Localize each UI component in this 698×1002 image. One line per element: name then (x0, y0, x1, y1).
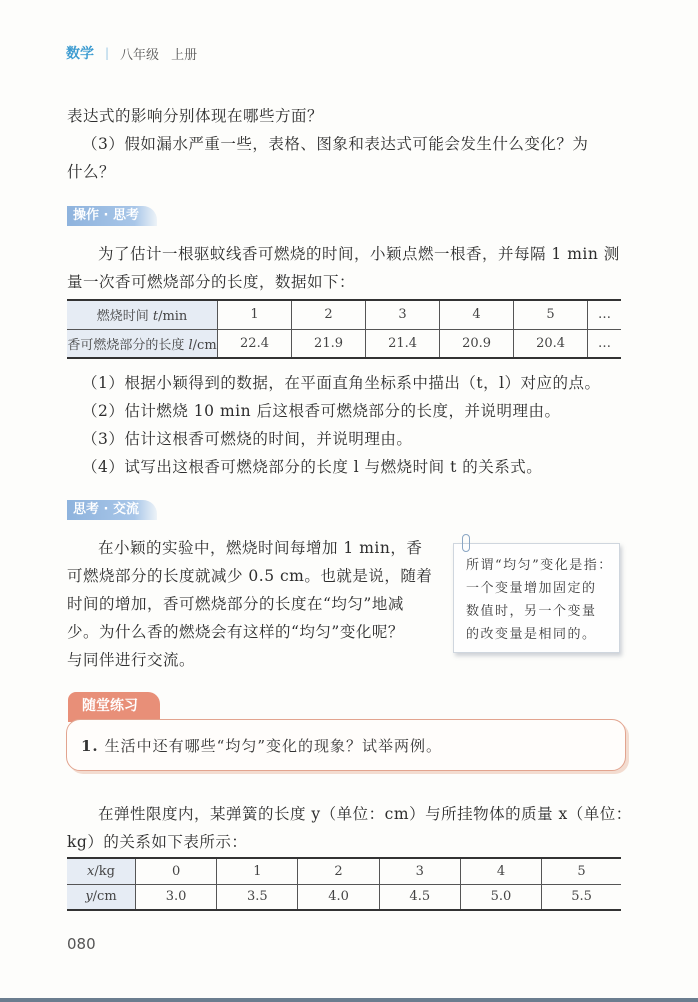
note-line: 所谓“均匀”变化是指： (466, 558, 613, 573)
table-cell: 3 (366, 300, 440, 329)
table-row-mass (67, 858, 621, 884)
table-cell: … (588, 329, 621, 358)
practice-box (66, 719, 626, 771)
table-cell: 2 (298, 858, 379, 884)
intro-line: 表达式的影响分别体现在哪些方面？ (67, 107, 324, 125)
table-cell: 21.9 (292, 329, 366, 358)
incense-para-line2: 量一次香可燃烧部分的长度，数据如下： (67, 273, 356, 291)
question-3-line2: 什么？ (67, 163, 116, 181)
table-cell: 5 (542, 858, 621, 884)
table-cell: 20.4 (514, 329, 588, 358)
discuss-line: 可燃烧部分的长度就减少 0.5 cm。也就是说，随着 (67, 567, 433, 585)
table-cell: 3.5 (217, 884, 298, 910)
table-row-length (67, 884, 621, 910)
spring-para-line2: kg）的关系如下表所示： (67, 833, 248, 851)
table-cell: 4.5 (379, 884, 460, 910)
incense-para-line1: 为了估计一根驱蚊线香可燃烧的时间，小颖点燃一根香，并每隔 1 min 测 (98, 245, 620, 263)
header-separator: | (105, 46, 110, 60)
subject-label: 数学 (66, 46, 94, 62)
question-1: （1）根据小颖得到的数据，在平面直角坐标系中描出（t，l）对应的点。 (82, 374, 601, 392)
table-cell: … (588, 300, 621, 329)
discuss-line: 与同伴进行交流。 (67, 651, 196, 669)
table-cell: 2 (292, 300, 366, 329)
question-3-line1: （3）假如漏水严重一些，表格、图象和表达式可能会发生什么变化？为 (82, 135, 589, 153)
note-line: 一个变量增加固定的 (466, 581, 597, 596)
discuss-line: 时间的增加，香可燃烧部分的长度在“均匀”地减 (67, 595, 404, 613)
incense-data-table (67, 299, 621, 359)
table-cell: 4 (440, 300, 514, 329)
row-header-length: 香可燃烧部分的长度 l/cm (67, 329, 218, 358)
row-header-time: 燃烧时间 t/min (67, 300, 218, 329)
table-cell: 5.0 (460, 884, 541, 910)
discuss-line: 在小颖的实验中，燃烧时间每增加 1 min，香 (98, 539, 423, 557)
table-cell: 3 (379, 858, 460, 884)
note-line: 的改变量是相同的。 (466, 627, 597, 642)
practice-tab: 随堂练习 (68, 692, 160, 722)
spring-para-line1: 在弹性限度内，某弹簧的长度 y（单位：cm）与所挂物体的质量 x（单位： (98, 805, 632, 823)
table-row-length (67, 329, 621, 358)
page-header (66, 43, 197, 63)
practice-item-text: 生活中还有哪些“均匀”变化的现象？试举两例。 (104, 737, 443, 755)
volume-label: 上册 (171, 47, 198, 63)
table-cell: 1 (217, 858, 298, 884)
paperclip-icon (462, 534, 470, 552)
table-row-time (67, 300, 621, 329)
question-3: （3）估计这根香可燃烧的时间，并说明理由。 (82, 430, 413, 448)
table-cell: 5 (514, 300, 588, 329)
discuss-line: 少。为什么香的燃烧会有这样的“均匀”变化呢？ (67, 623, 404, 641)
section-tag-think-discuss: 思考 · 交流 (67, 500, 157, 520)
grade-label: 八年级 (120, 47, 160, 63)
row-header-length: y/cm (67, 884, 136, 910)
question-4: （4）试写出这根香可燃烧部分的长度 l 与燃烧时间 t 的关系式。 (82, 458, 543, 476)
question-2: （2）估计燃烧 10 min 后这根香可燃烧部分的长度，并说明理由。 (82, 402, 561, 420)
table-cell: 4.0 (298, 884, 379, 910)
table-cell: 20.9 (440, 329, 514, 358)
section-tag-operate-think: 操作 · 思考 (67, 206, 157, 226)
table-cell: 0 (136, 858, 217, 884)
practice-item-number: 1. (81, 737, 99, 755)
note-line: 数值时，另一个变量 (466, 604, 597, 619)
page-number: 080 (67, 935, 96, 953)
spring-data-table (67, 857, 621, 911)
table-cell: 21.4 (366, 329, 440, 358)
table-cell: 3.0 (136, 884, 217, 910)
table-cell: 4 (460, 858, 541, 884)
row-header-mass: x/kg (67, 858, 136, 884)
side-note (453, 543, 620, 653)
table-cell: 22.4 (218, 329, 292, 358)
table-cell: 5.5 (542, 884, 621, 910)
page-bottom-edge (0, 998, 698, 1002)
table-cell: 1 (218, 300, 292, 329)
